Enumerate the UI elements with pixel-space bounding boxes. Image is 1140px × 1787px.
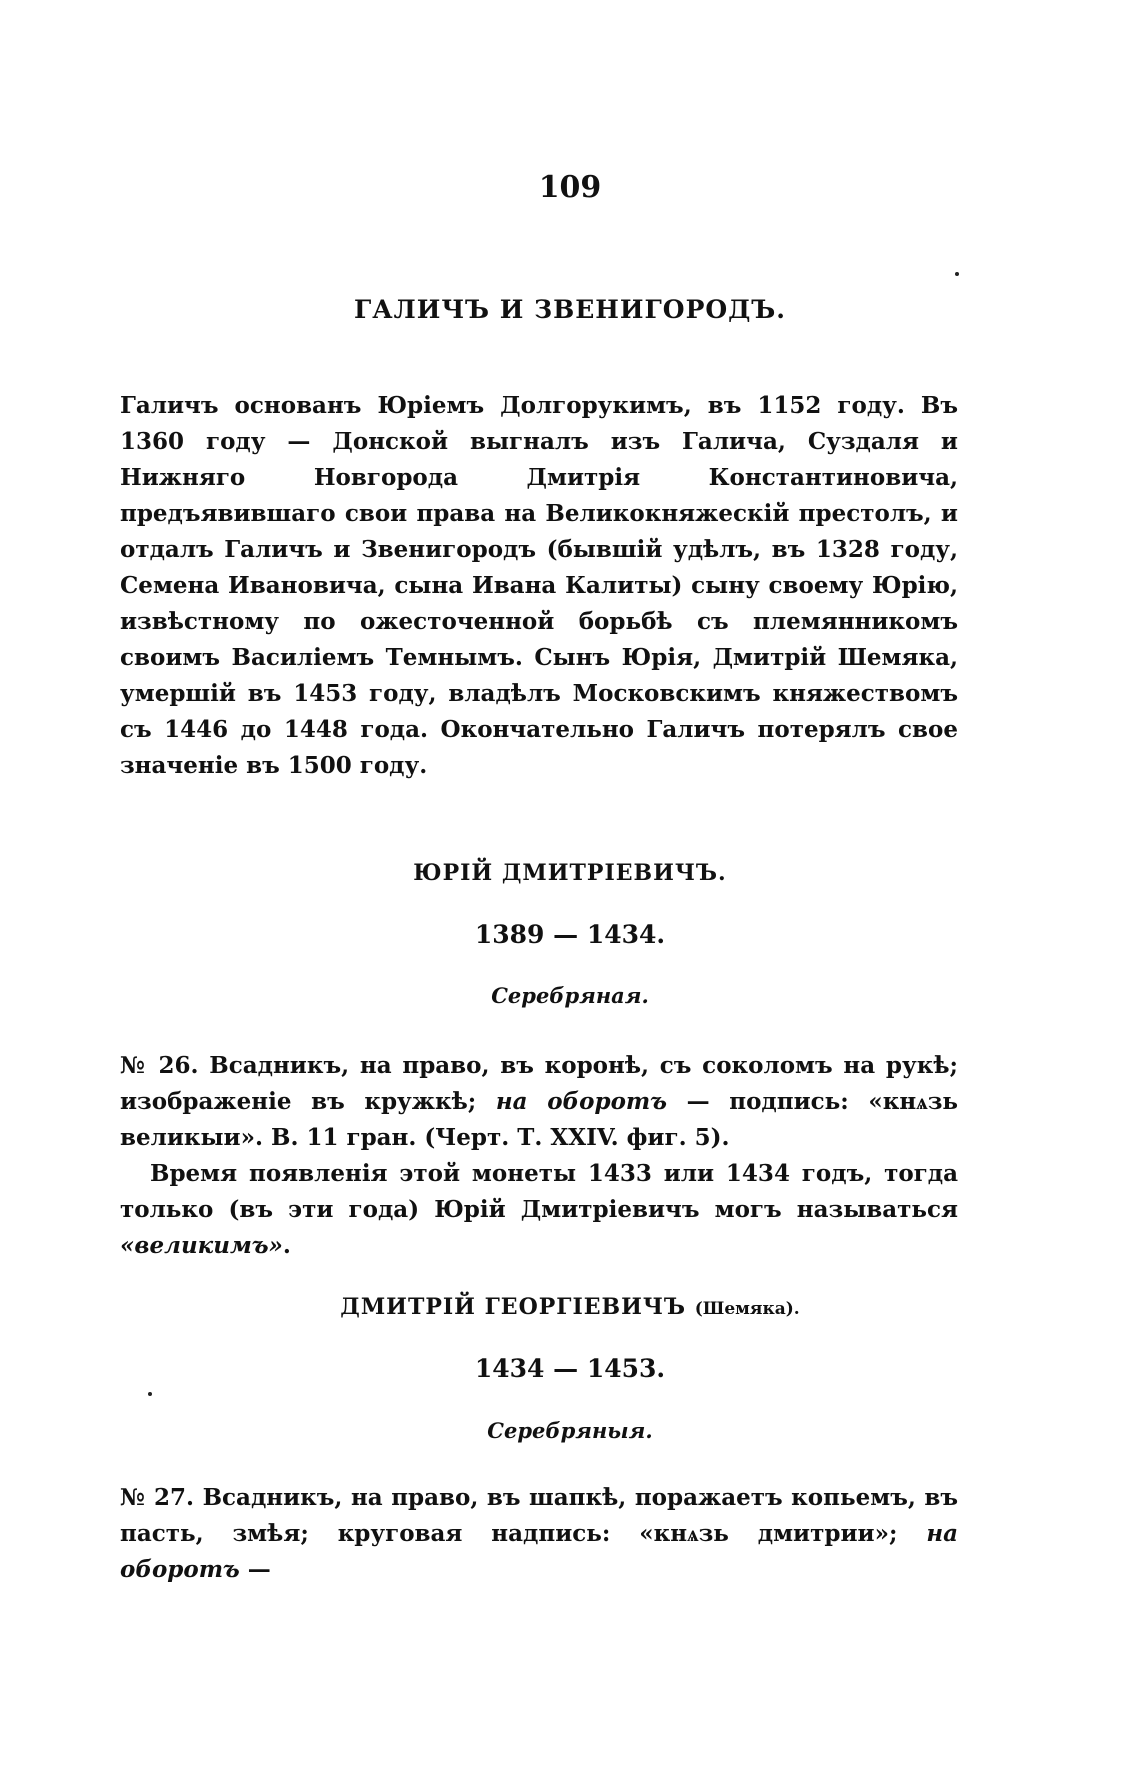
note-26-word: «великимъ» bbox=[120, 1232, 283, 1259]
chapter-title: ГАЛИЧЪ И ЗВЕНИГОРОДЪ. bbox=[353, 295, 787, 324]
coin-entry-27 bbox=[120, 1480, 958, 1588]
section-heading-yuri: ЮРІЙ ДМИТРІЕВИЧЪ. bbox=[413, 860, 727, 886]
print-speck bbox=[148, 1392, 152, 1396]
coin-entry-27-text bbox=[120, 1480, 958, 1588]
intro-paragraph bbox=[120, 388, 958, 784]
page-number: 109 bbox=[538, 170, 602, 205]
entry-27-oborot: на оборотъ bbox=[120, 1520, 958, 1583]
entry-26-lead: № 26. Всадникъ, на право, въ коронѣ, съ соколомъ на рукѣ; изображеніе въ кружкѣ; bbox=[120, 1052, 958, 1115]
metal-label-dmitry: Серебряныя. bbox=[487, 1418, 653, 1443]
print-speck bbox=[955, 272, 959, 276]
section-years-yuri: 1389 — 1434. bbox=[474, 920, 666, 949]
note-26-lead: Время появленія этой монеты 1433 или 1434 годъ, тогда только (въ эти года) Юрій Дмитріевичъ могъ называться bbox=[120, 1160, 958, 1223]
coin-entry-26-text bbox=[120, 1048, 958, 1156]
coin-entry-26 bbox=[120, 1048, 958, 1264]
section-heading-dmitry-note: (Шемяка). bbox=[694, 1299, 800, 1319]
section-heading-dmitry-name: ДМИТРІЙ ГЕОРГІЕВИЧЪ bbox=[340, 1294, 687, 1320]
intro-text: Галичъ основанъ Юріемъ Долгорукимъ, въ 1152 году. Въ 1360 году — Донской выгналъ изъ Галича, Суздаля и Нижняго Новгорода Дмитрія Константиновича, предъявившаго свои права на Великокняжескій престолъ, и отдалъ Галичъ и Звенигородъ (бывшій удѣлъ, въ 1328 году, Семена Ивановича, сына Ивана Калиты) сыну своему Юрію, извѣстному по ожесточенной борьбѣ съ племянникомъ своимъ Василіемъ Темнымъ. Сынъ Юрія, Дмитрій Шемяка, умершій въ 1453 году, владѣлъ Московскимъ княжествомъ съ 1446 до 1448 года. Окончательно Галичъ потерялъ свое значеніе въ 1500 году. bbox=[120, 392, 958, 779]
coin-entry-26-note bbox=[120, 1156, 958, 1264]
entry-26-oborot: на оборотъ bbox=[495, 1088, 667, 1115]
entry-27-rest: — bbox=[247, 1556, 271, 1583]
note-26-end: . bbox=[282, 1232, 291, 1259]
entry-26-rest: — подпись: «кнѧзь великыи». В. 11 гран. (Черт. Т. XXIV. фиг. 5). bbox=[120, 1088, 958, 1151]
metal-label-yuri: Серебряная. bbox=[491, 983, 649, 1008]
entry-27-lead: № 27. Всадникъ, на право, въ шапкѣ, поражаетъ копьемъ, въ пасть, змѣя; круговая надпись: «кнѧзь дмитрии»; bbox=[120, 1484, 958, 1547]
section-heading-dmitry bbox=[0, 1294, 1140, 1320]
section-years-dmitry: 1434 — 1453. bbox=[474, 1354, 666, 1383]
